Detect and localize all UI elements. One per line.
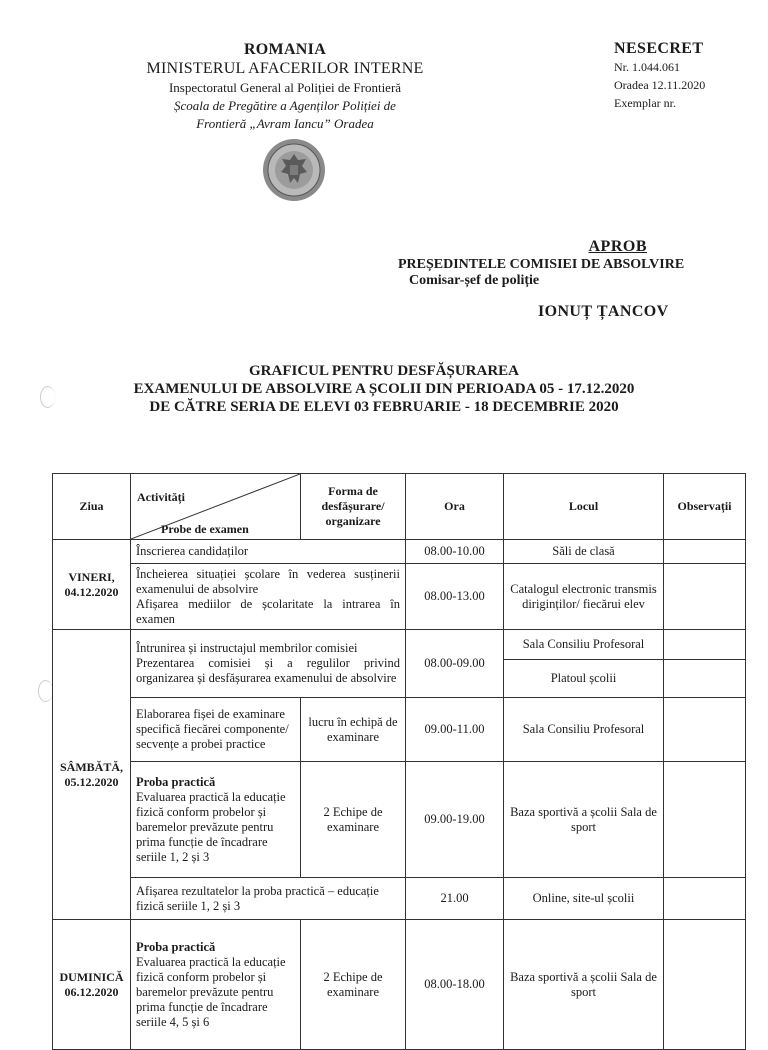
activity-line: Întrunirea și instructajul membrilor comisiei [136,641,358,655]
schedule-table [52,473,746,1050]
country-name: ROMANIA [243,41,327,58]
table-row [53,630,746,660]
registration-number: Nr. 1.044.061 [614,60,680,74]
time-cell: 21.00 [406,878,504,920]
time-cell: 09.00-11.00 [406,698,504,762]
form-cell: 2 Echipe de examinare [301,762,406,878]
notes-cell [664,630,746,660]
header-activities [131,474,301,540]
punch-hole-mark [38,680,53,702]
header-place: Locul [504,474,664,540]
approval-block [398,238,728,321]
classification-label: NESECRET [614,40,704,57]
activity-cell: Afișarea rezultatelor la proba practică – educație fizică seriile 1, 2 și 3 [131,878,406,920]
notes-cell [664,878,746,920]
time-cell: 08.00-18.00 [406,920,504,1050]
table-row [53,762,746,878]
approval-name: IONUȚ ȚANCOV [538,303,669,320]
school-name-line1: Școala de Pregătire a Agenților Poliției de [174,98,396,113]
notes-cell [664,920,746,1050]
day-cell-saturday: SÂMBĂTĂ, 05.12.2020 [53,630,131,920]
activity-line: Evaluarea practică la educație fizică conform probelor și baremelor prevăzute pentru prima funcție de încadrare seriile 4, 5 și 6 [136,954,286,1029]
notes-cell [664,698,746,762]
activity-line: Afișarea mediilor de școlaritate la intrarea în examen [136,596,400,626]
time-cell: 09.00-19.00 [406,762,504,878]
table-row [53,698,746,762]
place-cell: Online, site-ul școlii [504,878,664,920]
header-tests-label: Probe de examen [161,522,249,536]
school-name-line2: Frontieră „Avram Iancu” Oradea [196,116,374,131]
approval-rank: Comisar-șef de poliție [409,273,540,288]
title-line3: DE CĂTRE SERIA DE ELEVI 03 FEBRUARIE - 18 DECEMBRIE 2020 [149,399,619,415]
issuer-header [120,40,450,133]
table-row [53,878,746,920]
time-cell: 08.00-09.00 [406,630,504,698]
place-cell: Catalogul electronic transmis diriginților/ fiecărui elev [504,564,664,630]
notes-cell [664,762,746,878]
header-activities-label: Activități [137,490,185,504]
notes-cell [664,564,746,630]
header-time: Ora [406,474,504,540]
ministry-name: MINISTERUL AFACERILOR INTERNE [146,60,424,77]
practical-test-title: Proba practică [136,774,216,789]
classification-block [614,40,744,112]
activity-cell [131,920,301,1050]
notes-cell [664,660,746,698]
approval-title: APROB [588,238,647,255]
time-cell: 08.00-13.00 [406,564,504,630]
table-row [53,920,746,1050]
form-cell: lucru în echipă de examinare [301,698,406,762]
place-cell: Baza sportivă a școlii Sala de sport [504,762,664,878]
header-notes: Observații [664,474,746,540]
table-row [53,564,746,630]
notes-cell [664,540,746,564]
table-row [53,540,746,564]
practical-test-title: Proba practică [136,939,216,954]
activity-cell: Înscrierea candidaților [131,540,406,564]
document-title [40,362,728,416]
activity-line: Încheierea situației școlare în vederea susținerii examenului de absolvire [136,566,400,596]
place-cell: Platoul școlii [504,660,664,698]
place-date: Oradea 12.11.2020 [614,78,706,92]
title-line1: GRAFICUL PENTRU DESFĂȘURAREA [248,363,520,379]
table-header-row [53,474,746,540]
header-form: Forma de desfășurare/ organizare [301,474,406,540]
activity-line: Evaluarea practică la educație fizică conform probelor și baremelor prevăzute pentru prima funcție de încadrare seriile 1, 2 și 3 [136,789,286,864]
header-day: Ziua [53,474,131,540]
place-cell: Săli de clasă [504,540,664,564]
activity-cell [131,564,406,630]
activity-cell [131,630,406,698]
day-cell-friday: VINERI, 04.12.2020 [53,540,131,630]
official-seal-icon [262,138,326,202]
activity-cell [131,762,301,878]
place-cell: Sala Consiliu Profesoral [504,698,664,762]
place-cell: Baza sportivă a școlii Sala de sport [504,920,664,1050]
approval-position: PREȘEDINTELE COMISIEI DE ABSOLVIRE [398,257,685,272]
copy-number: Exemplar nr. [614,96,676,110]
activity-cell: Elaborarea fișei de examinare specifică fiecărei componente/ secvențe a probei practice [131,698,301,762]
place-cell: Sala Consiliu Profesoral [504,630,664,660]
day-cell-sunday: DUMINICĂ 06.12.2020 [53,920,131,1050]
activity-line: Prezentarea comisiei și a regulilor privind organizarea și desfășurarea examenului de absolvire [136,656,400,685]
inspectorate-name: Inspectoratul General al Poliției de Frontieră [168,80,402,95]
form-cell: 2 Echipe de examinare [301,920,406,1050]
time-cell: 08.00-10.00 [406,540,504,564]
title-line2: EXAMENULUI DE ABSOLVIRE A ȘCOLII DIN PERIOADA 05 - 17.12.2020 [133,381,635,397]
